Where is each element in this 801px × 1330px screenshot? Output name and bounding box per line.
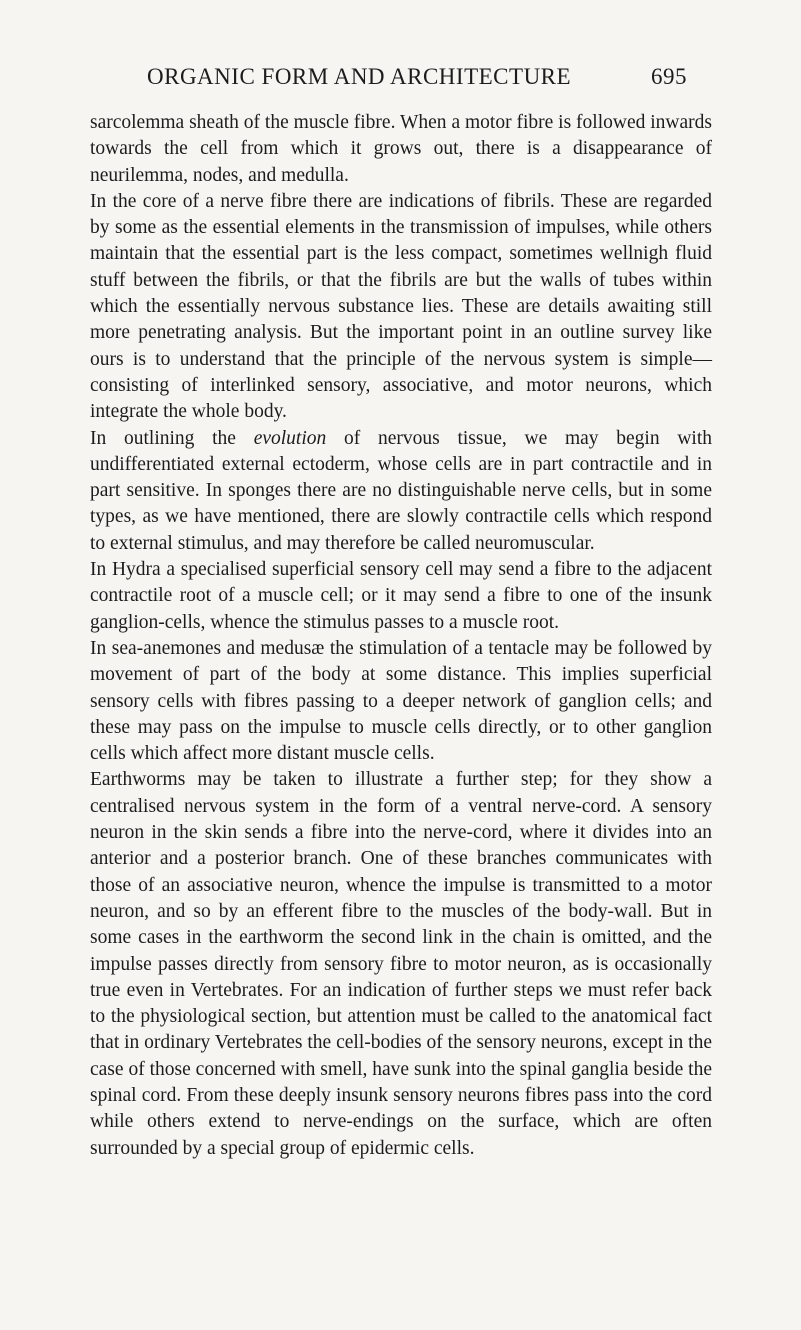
paragraph-2: In the core of a nerve fibre there are indications of fibrils. These are regarded by some as the essential elements in the transmission of impulses, while others maintain that the essential part is the less compact, sometimes wellnigh fluid stuff between the fibrils, or that the fibrils are but the walls of tubes within which the essentially nervous substance lies. These are details awaiting still more penetrating analysis. But the important point in an outline survey like ours is to understand that the principle of the nervous system is simple—consisting of interlinked sensory, associative, and motor neurons, which integrate the whole body. <box>90 190 712 423</box>
running-title: ORGANIC FORM AND ARCHITECTURE <box>147 64 572 89</box>
paragraph-1: sarcolemma sheath of the muscle fibre. When a motor fibre is followed inwards towards the cell from which it grows out, there is a disappearance of neurilemma, nodes, and medulla. <box>90 112 712 186</box>
body-text <box>90 110 712 1162</box>
paragraph-3-lead: In outlining the <box>90 427 254 449</box>
emphasis-evolution: evolution <box>253 427 327 449</box>
paragraph-3 <box>90 426 712 557</box>
paragraph-5: In sea-anemones and medusæ the stimulation of a tentacle may be followed by movement of part of the body at some distance. This implies superficial sensory cells with fibres passing to a deeper network of ganglion cells; and these may pass on the impulse to muscle cells directly, or to other ganglion cells which affect more distant muscle cells. <box>90 637 712 765</box>
running-head <box>147 64 687 98</box>
paragraph-6: Earthworms may be taken to illustrate a further step; for they show a centralised nervous system in the form of a ventral nerve-cord. A sensory neuron in the skin sends a fibre into the nerve-cord, where it divides into an anterior and a posterior branch. One of these branches communicates with those of an associative neuron, whence the impulse is transmitted to a motor neuron, and so by an efferent fibre to the muscles of the body-wall. But in some cases in the earthworm the second link in the chain is omitted, and the impulse passes directly from sensory fibre to motor neuron, as is occasionally true even in Vertebrates. For an indication of further steps we must refer back to the physiological section, but attention must be called to the anatomical fact that in ordinary Vertebrates the cell-bodies of the sensory neurons, except in the case of those concerned with smell, have sunk into the spinal ganglia beside the spinal cord. From these deeply insunk sensory neurons fibres pass into the cord while others extend to nerve-endings on the surface, which are often surrounded by a special group of epidermic cells. <box>90 769 712 1159</box>
page-number: 695 <box>651 64 687 89</box>
paragraph-4: In Hydra a specialised superficial sensory cell may send a fibre to the adjacent contractile root of a muscle cell; or it may send a fibre to one of the insunk ganglion-cells, whence the stimulus passes to a muscle root. <box>90 559 712 633</box>
paragraph-3-rest: of nervous tissue, we may begin with undifferentiated external ectoderm, whose cells are in part contractile and in part sensitive. In sponges there are no distinguishable nerve cells, but in some types, as we have mentioned, there are slowly contractile cells which respond to external stimulus, and may therefore be called neuromuscular. <box>90 427 712 554</box>
